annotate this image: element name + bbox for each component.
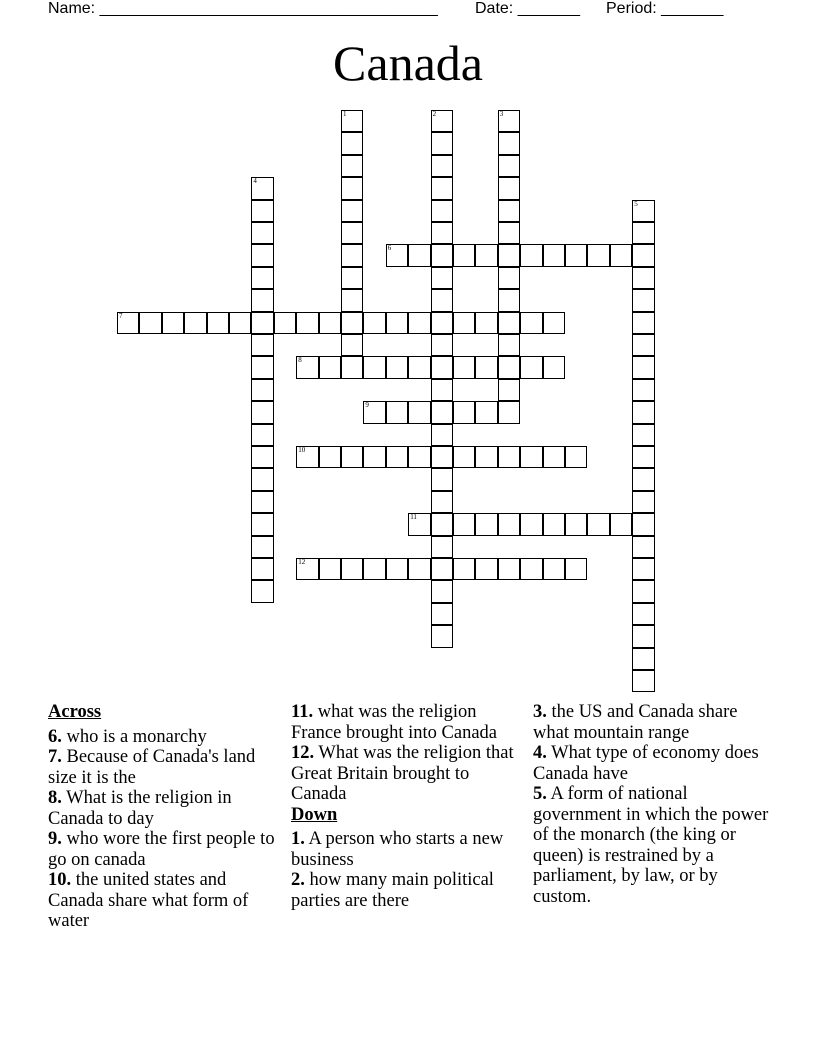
- grid-cell[interactable]: [520, 558, 542, 580]
- clues-column-3: [533, 702, 773, 907]
- grid-cell[interactable]: [408, 513, 430, 535]
- clue-down-2: 2. how many main political parties are there: [291, 870, 494, 911]
- grid-cell[interactable]: [251, 446, 273, 468]
- grid-cell[interactable]: [431, 491, 453, 513]
- clue-down-4: 4. What type of economy does Canada have: [533, 743, 759, 784]
- grid-cell[interactable]: [498, 110, 520, 132]
- grid-cell[interactable]: [431, 155, 453, 177]
- grid-cell[interactable]: [431, 580, 453, 602]
- grid-cell[interactable]: [363, 356, 385, 378]
- grid-cell[interactable]: [453, 312, 475, 334]
- grid-cell[interactable]: [632, 244, 654, 266]
- grid-cell[interactable]: [251, 491, 273, 513]
- grid-cell[interactable]: [319, 312, 341, 334]
- grid-cell[interactable]: [453, 558, 475, 580]
- grid-cell[interactable]: [475, 513, 497, 535]
- grid-cell[interactable]: [610, 244, 632, 266]
- grid-cell[interactable]: [498, 244, 520, 266]
- grid-cell[interactable]: [184, 312, 206, 334]
- grid-cell[interactable]: [117, 312, 139, 334]
- grid-cell[interactable]: [431, 312, 453, 334]
- clues-column-1: [48, 702, 283, 932]
- grid-cell[interactable]: [319, 356, 341, 378]
- grid-cell[interactable]: [565, 446, 587, 468]
- grid-cell[interactable]: [632, 334, 654, 356]
- grid-cell[interactable]: [431, 379, 453, 401]
- clue-number: 4: [253, 177, 257, 186]
- grid-cell[interactable]: [453, 513, 475, 535]
- clue-number: 11: [410, 513, 417, 522]
- grid-cell[interactable]: [475, 446, 497, 468]
- name-field[interactable]: Name: ______________________________________: [48, 0, 438, 17]
- grid-cell[interactable]: [251, 267, 273, 289]
- grid-cell[interactable]: [632, 289, 654, 311]
- grid-cell[interactable]: [453, 446, 475, 468]
- clue-number: 7: [119, 311, 123, 320]
- grid-cell[interactable]: [498, 446, 520, 468]
- grid-cell[interactable]: [341, 110, 363, 132]
- across-heading: Across: [48, 702, 102, 722]
- grid-cell[interactable]: [363, 446, 385, 468]
- grid-cell[interactable]: [296, 356, 318, 378]
- grid-cell[interactable]: [475, 244, 497, 266]
- grid-cell[interactable]: [632, 401, 654, 423]
- grid-cell[interactable]: [296, 558, 318, 580]
- grid-cell[interactable]: [408, 356, 430, 378]
- grid-cell[interactable]: [431, 625, 453, 647]
- clue-down-1: 1. A person who starts a new business: [291, 829, 504, 870]
- grid-cell[interactable]: [431, 222, 453, 244]
- clues-column-2: [291, 702, 519, 911]
- grid-cell[interactable]: [543, 312, 565, 334]
- clue-number: 2: [432, 110, 437, 118]
- grid-cell[interactable]: [632, 446, 654, 468]
- grid-cell[interactable]: [431, 267, 453, 289]
- clue-number: 1: [343, 110, 347, 118]
- grid-cell[interactable]: [341, 334, 363, 356]
- grid-cell[interactable]: [632, 603, 654, 625]
- grid-cell[interactable]: [363, 312, 385, 334]
- grid-cell[interactable]: [475, 558, 497, 580]
- grid-cell[interactable]: [251, 580, 273, 602]
- grid-cell[interactable]: [543, 244, 565, 266]
- clue-number: 12: [298, 558, 306, 566]
- clue-down-5: 5. A form of national government in which the power of the monarch (the king or queen) is restrained by a parliament, by law, or by custom.: [533, 784, 769, 907]
- grid-cell[interactable]: [341, 446, 363, 468]
- grid-cell[interactable]: [498, 222, 520, 244]
- clue-number: 5: [634, 199, 638, 208]
- grid-cell[interactable]: [431, 603, 453, 625]
- grid-cell[interactable]: [251, 200, 273, 222]
- grid-cell[interactable]: [520, 356, 542, 378]
- grid-cell[interactable]: [632, 558, 654, 580]
- grid-cell[interactable]: [453, 244, 475, 266]
- grid-cell[interactable]: [296, 312, 318, 334]
- grid-cell[interactable]: [431, 356, 453, 378]
- grid-cell[interactable]: [431, 177, 453, 199]
- grid-cell[interactable]: [431, 200, 453, 222]
- grid-cell[interactable]: [274, 312, 296, 334]
- grid-cell[interactable]: [632, 491, 654, 513]
- grid-cell[interactable]: [632, 424, 654, 446]
- grid-cell[interactable]: [431, 513, 453, 535]
- grid-cell[interactable]: [632, 379, 654, 401]
- grid-cell[interactable]: [520, 312, 542, 334]
- grid-cell[interactable]: [475, 356, 497, 378]
- grid-cell[interactable]: [543, 446, 565, 468]
- grid-cell[interactable]: [632, 536, 654, 558]
- grid-cell[interactable]: [475, 401, 497, 423]
- clue-across-6: 6. who is a monarchy: [48, 726, 207, 747]
- grid-cell[interactable]: [386, 401, 408, 423]
- down-heading: Down: [291, 804, 338, 825]
- grid-cell[interactable]: [431, 401, 453, 423]
- page-title: Canada: [333, 35, 483, 91]
- grid-cell[interactable]: [431, 558, 453, 580]
- grid-cell[interactable]: [453, 401, 475, 423]
- clue-across-9: 9. who wore the first people to go on canada: [48, 829, 275, 870]
- grid-cell[interactable]: [632, 648, 654, 670]
- grid-cell[interactable]: [251, 289, 273, 311]
- grid-cell[interactable]: [632, 670, 654, 692]
- grid-cell[interactable]: [565, 244, 587, 266]
- grid-cell[interactable]: [341, 200, 363, 222]
- grid-cell[interactable]: [162, 312, 184, 334]
- grid-cell[interactable]: [341, 558, 363, 580]
- grid-cell[interactable]: [543, 513, 565, 535]
- grid-cell[interactable]: [431, 536, 453, 558]
- grid-cell[interactable]: [251, 424, 273, 446]
- grid-cell[interactable]: [251, 312, 273, 334]
- grid-cell[interactable]: [341, 177, 363, 199]
- grid-cell[interactable]: [498, 334, 520, 356]
- clue-number: 8: [298, 356, 302, 365]
- grid-cell[interactable]: [363, 558, 385, 580]
- grid-cell[interactable]: [341, 312, 363, 334]
- grid-cell[interactable]: [341, 244, 363, 266]
- grid-cell[interactable]: [386, 446, 408, 468]
- grid-cell[interactable]: [431, 110, 453, 132]
- grid-cell[interactable]: [543, 558, 565, 580]
- grid-cell[interactable]: [341, 155, 363, 177]
- date-field[interactable]: Date: _______: [475, 0, 580, 17]
- grid-cell[interactable]: [431, 334, 453, 356]
- grid-cell[interactable]: [632, 580, 654, 602]
- grid-cell[interactable]: [498, 401, 520, 423]
- grid-cell[interactable]: [632, 312, 654, 334]
- clue-across-7: 7. Because of Canada's land size it is the: [48, 747, 256, 788]
- grid-cell[interactable]: [632, 222, 654, 244]
- clue-across-12: 12. What was the religion that Great Britain brought to Canada: [291, 743, 514, 804]
- grid-cell[interactable]: [632, 468, 654, 490]
- grid-cell[interactable]: [386, 312, 408, 334]
- grid-cell[interactable]: [498, 267, 520, 289]
- grid-cell[interactable]: [587, 513, 609, 535]
- grid-cell[interactable]: [386, 558, 408, 580]
- grid-cell[interactable]: [498, 356, 520, 378]
- grid-cell[interactable]: [408, 244, 430, 266]
- grid-cell[interactable]: [610, 513, 632, 535]
- grid-cell[interactable]: [341, 289, 363, 311]
- clue-across-10: 10. the united states and Canada share what form of water: [48, 870, 249, 931]
- grid-cell[interactable]: [251, 356, 273, 378]
- grid-cell[interactable]: [453, 356, 475, 378]
- grid-cell[interactable]: [498, 177, 520, 199]
- grid-cell[interactable]: [139, 312, 161, 334]
- grid-cell[interactable]: [251, 244, 273, 266]
- grid-cell[interactable]: [498, 132, 520, 154]
- grid-cell[interactable]: [341, 222, 363, 244]
- grid-cell[interactable]: [251, 222, 273, 244]
- grid-cell[interactable]: [363, 401, 385, 423]
- grid-cell[interactable]: [251, 379, 273, 401]
- grid-cell[interactable]: [408, 446, 430, 468]
- grid-cell[interactable]: [408, 558, 430, 580]
- grid-cell[interactable]: [251, 513, 273, 535]
- clue-number: 9: [365, 401, 369, 410]
- grid-cell[interactable]: [431, 132, 453, 154]
- grid-cell[interactable]: [498, 513, 520, 535]
- grid-cell[interactable]: [632, 625, 654, 647]
- clue-across-11: 11. what was the religion France brought into Canada: [291, 702, 498, 743]
- grid-cell[interactable]: [498, 155, 520, 177]
- grid-cell[interactable]: [251, 401, 273, 423]
- grid-cell[interactable]: [632, 267, 654, 289]
- grid-cell[interactable]: [431, 468, 453, 490]
- grid-cell[interactable]: [386, 244, 408, 266]
- grid-cell[interactable]: [520, 446, 542, 468]
- grid-cell[interactable]: [341, 356, 363, 378]
- grid-cell[interactable]: [565, 558, 587, 580]
- grid-cell[interactable]: [431, 424, 453, 446]
- grid-cell[interactable]: [341, 267, 363, 289]
- grid-cell[interactable]: [565, 513, 587, 535]
- clue-number: 3: [499, 110, 504, 118]
- grid-cell[interactable]: [408, 401, 430, 423]
- grid-cell[interactable]: [251, 536, 273, 558]
- grid-cell[interactable]: [229, 312, 251, 334]
- grid-cell[interactable]: [319, 558, 341, 580]
- grid-cell[interactable]: [587, 244, 609, 266]
- grid-cell[interactable]: [498, 379, 520, 401]
- grid-cell[interactable]: [431, 289, 453, 311]
- grid-cell[interactable]: [251, 334, 273, 356]
- grid-cell[interactable]: [341, 132, 363, 154]
- grid-cell[interactable]: [632, 200, 654, 222]
- clue-down-3: 3. the US and Canada share what mountain range: [533, 702, 738, 743]
- grid-cell[interactable]: [251, 177, 273, 199]
- grid-cell[interactable]: [386, 356, 408, 378]
- grid-cell[interactable]: [632, 513, 654, 535]
- grid-cell[interactable]: [498, 558, 520, 580]
- grid-cell[interactable]: [319, 446, 341, 468]
- grid-cell[interactable]: [431, 244, 453, 266]
- grid-cell[interactable]: [498, 312, 520, 334]
- grid-cell[interactable]: [498, 200, 520, 222]
- grid-cell[interactable]: [408, 312, 430, 334]
- clue-number: 10: [298, 446, 306, 454]
- grid-cell[interactable]: [431, 446, 453, 468]
- grid-cell[interactable]: [475, 312, 497, 334]
- grid-cell[interactable]: [498, 289, 520, 311]
- clue-number: 6: [387, 244, 392, 253]
- period-field[interactable]: Period: _______: [606, 0, 724, 17]
- clue-across-8: 8. What is the religion in Canada to day: [48, 788, 232, 829]
- grid-cell[interactable]: [632, 356, 654, 378]
- grid-cell[interactable]: [520, 244, 542, 266]
- grid-cell[interactable]: [543, 356, 565, 378]
- grid-cell[interactable]: [207, 312, 229, 334]
- grid-cell[interactable]: [251, 558, 273, 580]
- grid-cell[interactable]: [251, 468, 273, 490]
- grid-cell[interactable]: [296, 446, 318, 468]
- grid-cell[interactable]: [520, 513, 542, 535]
